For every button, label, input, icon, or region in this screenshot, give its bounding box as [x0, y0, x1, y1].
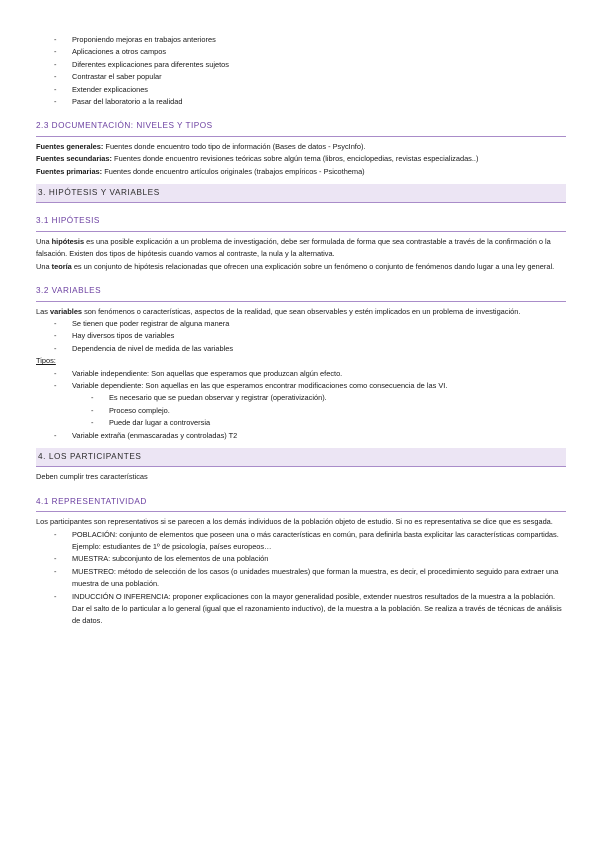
- text: Una: [36, 236, 52, 246]
- tipos-list: [36, 368, 566, 393]
- list-item: - Variable extraña (enmascaradas y controladas) T2: [36, 430, 566, 442]
- hipotesis-paragraph: [36, 236, 566, 261]
- text: son fenómenos o características, aspectos de la realidad, que sean observables y estén implicados en un problema de investigación.: [82, 306, 521, 316]
- section-heading-4: 4. LOS PARTICIPANTES: [36, 448, 566, 467]
- list-item: - MUESTRA: subconjunto de los elementos de una población: [36, 553, 566, 565]
- list-item: - POBLACIÓN: conjunto de elementos que poseen una o más características en común, para definirla basta explicitar las características compartidas. Ejemplo: estudiantes de 1º de psicología, países europeos…: [36, 529, 566, 554]
- list-item: - MUESTREO: método de selección de los casos (o unidades muestrales) que forman la muestra, es decir, el procedimiento seguido para extraer una muestra de una población.: [36, 566, 566, 591]
- list-item: - INDUCCIÓN O INFERENCIA: proponer explicaciones con la mayor generalidad posible, extender nuestros resultados de la muestra a la población. Dar el salto de lo particular a lo general (igual que el razonamiento inductivo), de la muestra a la población. Se realiza a través de técnicas de análisis de datos.: [36, 591, 566, 628]
- list-item: - Hay diversos tipos de variables: [36, 330, 566, 342]
- term-text: Fuentes donde encuentro todo tipo de información (Bases de datos - PsycInfo).: [103, 141, 366, 151]
- teoria-paragraph: [36, 261, 566, 273]
- term-text: Fuentes donde encuentro revisiones teóricas sobre algún tema (libros, enciclopedias, revistas especializadas..): [112, 154, 479, 164]
- list-item: - Diferentes explicaciones para diferentes sujetos: [36, 59, 566, 71]
- dependiente-sublist: [36, 392, 566, 429]
- list-item: - Es necesario que se puedan observar y registrar (operativización).: [36, 392, 566, 404]
- list-item: - Pasar del laboratorio a la realidad: [36, 96, 566, 108]
- representatividad-paragraph: Los participantes son representativos si se parecen a los demás individuos de la población objeto de estudio. Si no es representativa se dice que es sesgada.: [36, 517, 553, 527]
- list-item: - Contrastar el saber popular: [36, 71, 566, 83]
- term-hipotesis: hipótesis: [51, 236, 85, 246]
- list-item: - Variable dependiente: Son aquellas en las que esperamos encontrar modificaciones como consecuencia de las VI.: [36, 380, 566, 392]
- list-item: - Puede dar lugar a controversia: [36, 417, 566, 429]
- tipos-label: Tipos:: [36, 356, 56, 366]
- term-text: Fuentes donde encuentro artículos originales (trabajos empíricos - Psicothema): [102, 166, 365, 176]
- fuentes-primarias: [36, 166, 566, 178]
- text: Las: [36, 306, 50, 316]
- intro-list: [36, 34, 566, 108]
- document-content: [36, 34, 566, 628]
- list-item: - Aplicaciones a otros campos: [36, 46, 566, 58]
- section-heading-3-2: 3.2 VARIABLES: [36, 279, 566, 301]
- text: es una posible explicación a un problema de investigación, debe ser formulada de forma que sea contrastable a través de la confirmación o la falsación. Existen dos tipos de hipótesis cuando vamos al contraste, la nula y la alternativa.: [36, 236, 551, 259]
- term-label: Fuentes secundarias:: [36, 154, 112, 164]
- representatividad-list: [36, 529, 566, 628]
- term-variables: variables: [49, 306, 83, 316]
- variables-paragraph: [36, 306, 566, 318]
- list-item: - Extender explicaciones: [36, 84, 566, 96]
- list-item: - Variable independiente: Son aquellas que esperamos que produzcan algún efecto.: [36, 368, 566, 380]
- variables-list: [36, 318, 566, 355]
- section-heading-3: 3. HIPÓTESIS Y VARIABLES: [36, 184, 566, 203]
- term-teoria: teoría: [51, 261, 72, 271]
- term-label: Fuentes primarias:: [36, 166, 103, 176]
- participantes-paragraph: Deben cumplir tres características: [36, 472, 148, 482]
- section-heading-4-1: 4.1 REPRESENTATIVIDAD: [36, 490, 566, 512]
- section-heading-2-3: 2.3 DOCUMENTACIÓN: NIVELES Y TIPOS: [36, 114, 566, 136]
- text: es un conjunto de hipótesis relacionadas que ofrecen una explicación sobre un fenómeno o conjunto de fenómenos dando lugar a una ley general.: [71, 261, 555, 271]
- list-item: - Se tienen que poder registrar de alguna manera: [36, 318, 566, 330]
- list-item: - Proceso complejo.: [36, 405, 566, 417]
- list-item: - Proponiendo mejoras en trabajos anteriores: [36, 34, 566, 46]
- fuentes-generales: [36, 141, 566, 153]
- term-label: Fuentes generales:: [36, 141, 104, 151]
- list-item: - Dependencia de nivel de medida de las variables: [36, 343, 566, 355]
- text: Una: [36, 261, 52, 271]
- fuentes-secundarias: [36, 153, 566, 165]
- section-heading-3-1: 3.1 HIPÓTESIS: [36, 209, 566, 231]
- extrana-list: [36, 430, 566, 442]
